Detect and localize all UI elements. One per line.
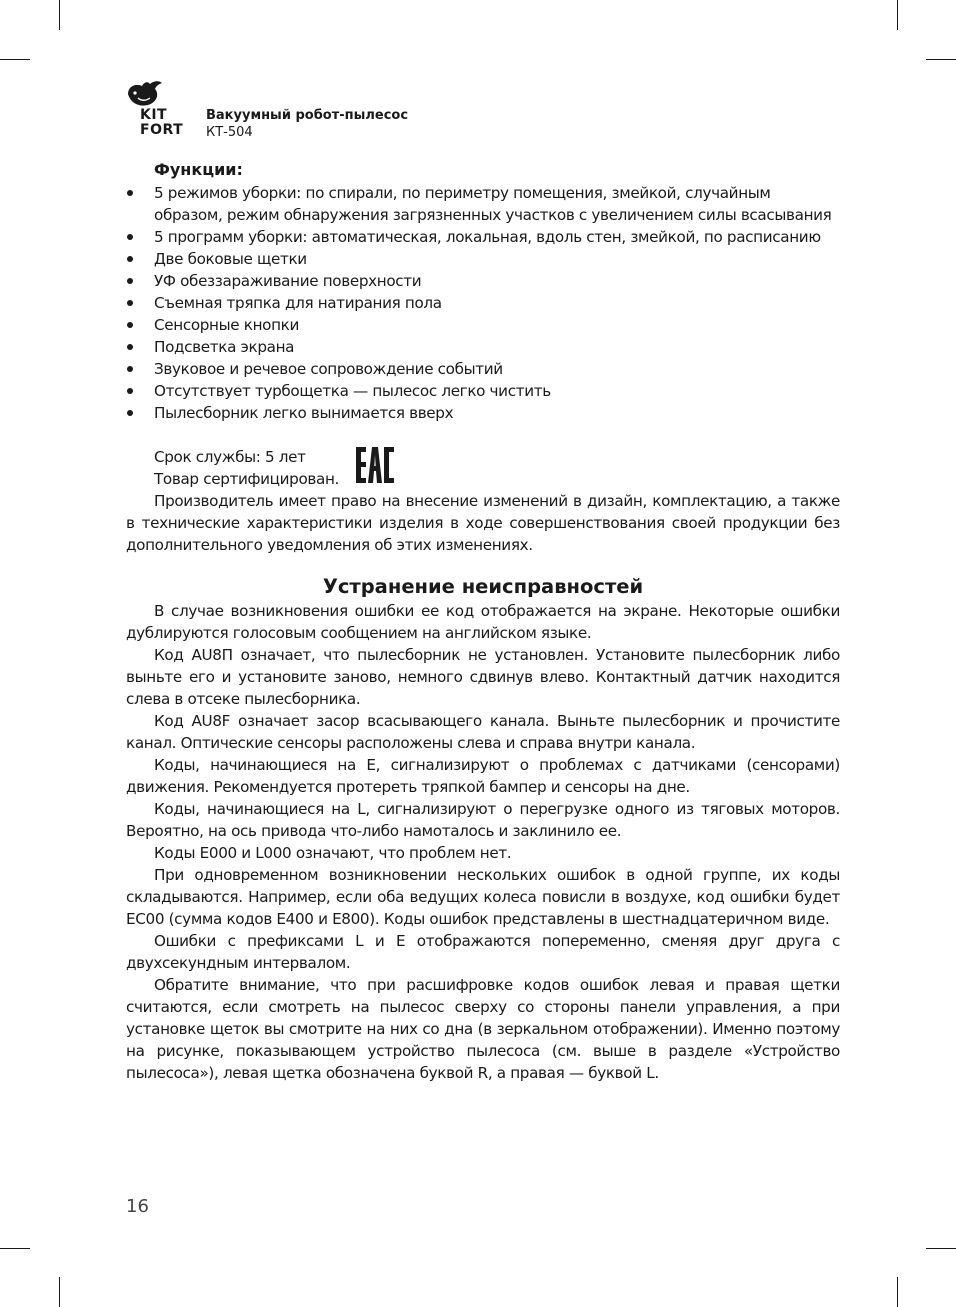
page-number: 16	[126, 1196, 149, 1217]
page-content	[126, 158, 840, 1084]
product-title: Вакуумный робот-пылесос	[206, 108, 409, 123]
crop-mark	[0, 1248, 30, 1249]
functions-heading: Функции:	[154, 160, 243, 179]
page-header	[126, 80, 526, 142]
list-item: Отсутствует турбощетка — пылесос легко чистить	[126, 380, 840, 402]
list-item: Две боковые щетки	[126, 248, 840, 270]
certification-note: Товар сертифицирован.	[154, 470, 340, 488]
crop-mark	[0, 59, 30, 60]
crop-mark	[897, 1277, 898, 1307]
crop-mark	[926, 1248, 956, 1249]
disclaimer-paragraph: Производитель имеет право на внесение изменений в дизайн, комплектацию, а также в технические характеристики изделия в ходе совершенствования своей продукции без дополнительного уведомления об этих изменениях.	[126, 492, 840, 554]
troubleshooting-paragraph: Код AU8F означает засор всасывающего канала. Выньте пылесборник и прочистите канал. Оптические сенсоры расположены слева и справа внутри канала.	[126, 712, 840, 752]
crop-mark	[897, 0, 898, 30]
troubleshooting-paragraph: Ошибки с префиксами L и E отображаются попеременно, сменяя друг друга с двухсекундным интервалом.	[126, 932, 840, 972]
service-info	[126, 446, 840, 490]
crop-mark	[926, 59, 956, 60]
list-item: Звуковое и речевое сопровождение событий	[126, 358, 840, 380]
crop-mark	[59, 0, 60, 30]
eac-certification-icon	[354, 446, 396, 484]
list-item: Сенсорные кнопки	[126, 314, 840, 336]
features-list	[126, 182, 840, 424]
list-item: Подсветка экрана	[126, 336, 840, 358]
troubleshooting-paragraph: Код AU8П означает, что пылесборник не установлен. Установите пылесборник либо выньте его и установите заново, немного сдвинув влево. Контактный датчик находится слева в отсеке пылесборника.	[126, 646, 840, 708]
list-item: 5 программ уборки: автоматическая, локальная, вдоль стен, змейкой, по расписанию	[126, 226, 840, 248]
troubleshooting-paragraph: Коды, начинающиеся на E, сигнализируют о проблемах с датчиками (сенсорами) движения. Рекомендуется протереть тряпкой бампер и сенсоры на дне.	[126, 756, 840, 796]
brand-line-1: KIT	[140, 107, 168, 123]
brand-line-2: FORT	[140, 122, 184, 138]
brand-logo-text	[140, 108, 183, 138]
whale-logo-icon	[126, 80, 166, 108]
list-item: Пылесборник легко вынимается вверх	[126, 402, 840, 424]
troubleshooting-paragraph: При одновременном возникновении нескольких ошибок в одной группе, их коды складываются. Например, если оба ведущих колеса повисли в воздухе, код ошибки будет EC00 (сумма кодов E400 и E800). Коды ошибок представлены в шестнадцатеричном виде.	[126, 866, 840, 928]
section-title: Устранение неисправностей	[322, 575, 644, 598]
troubleshooting-paragraph: Коды E000 и L000 означают, что проблем нет.	[154, 844, 512, 862]
list-item: УФ обеззараживание поверхности	[126, 270, 840, 292]
list-item: Съемная тряпка для натирания пола	[126, 292, 840, 314]
troubleshooting-paragraph: Коды, начинающиеся на L, сигнализируют о перегрузке одного из тяговых моторов. Вероятно, на ось привода что-либо намоталось и заклинило ее.	[126, 800, 840, 840]
troubleshooting-paragraph: Обратите внимание, что при расшифровке кодов ошибок левая и правая щетки считаются, если смотреть на пылесос сверху со стороны панели управления, а при установке щеток вы смотрите на них со дна (в зеркальном отображении). Именно поэтому на рисунке, показывающем устройство пылесоса (см. выше в разделе «Устройство пылесоса»), левая щетка обозначена буквой R, а правая — буквой L.	[126, 976, 840, 1082]
crop-mark	[59, 1277, 60, 1307]
troubleshooting-paragraph: В случае возникновения ошибки ее код отображается на экране. Некоторые ошибки дублируются голосовым сообщением на английском языке.	[126, 602, 840, 642]
list-item: 5 режимов уборки: по спирали, по периметру помещения, змейкой, случайным образом, режим обнаружения загрязненных участков с увеличением силы всасывания	[126, 182, 840, 226]
product-model: КТ-504	[206, 125, 253, 140]
service-lifetime: Срок службы: 5 лет	[154, 448, 306, 466]
